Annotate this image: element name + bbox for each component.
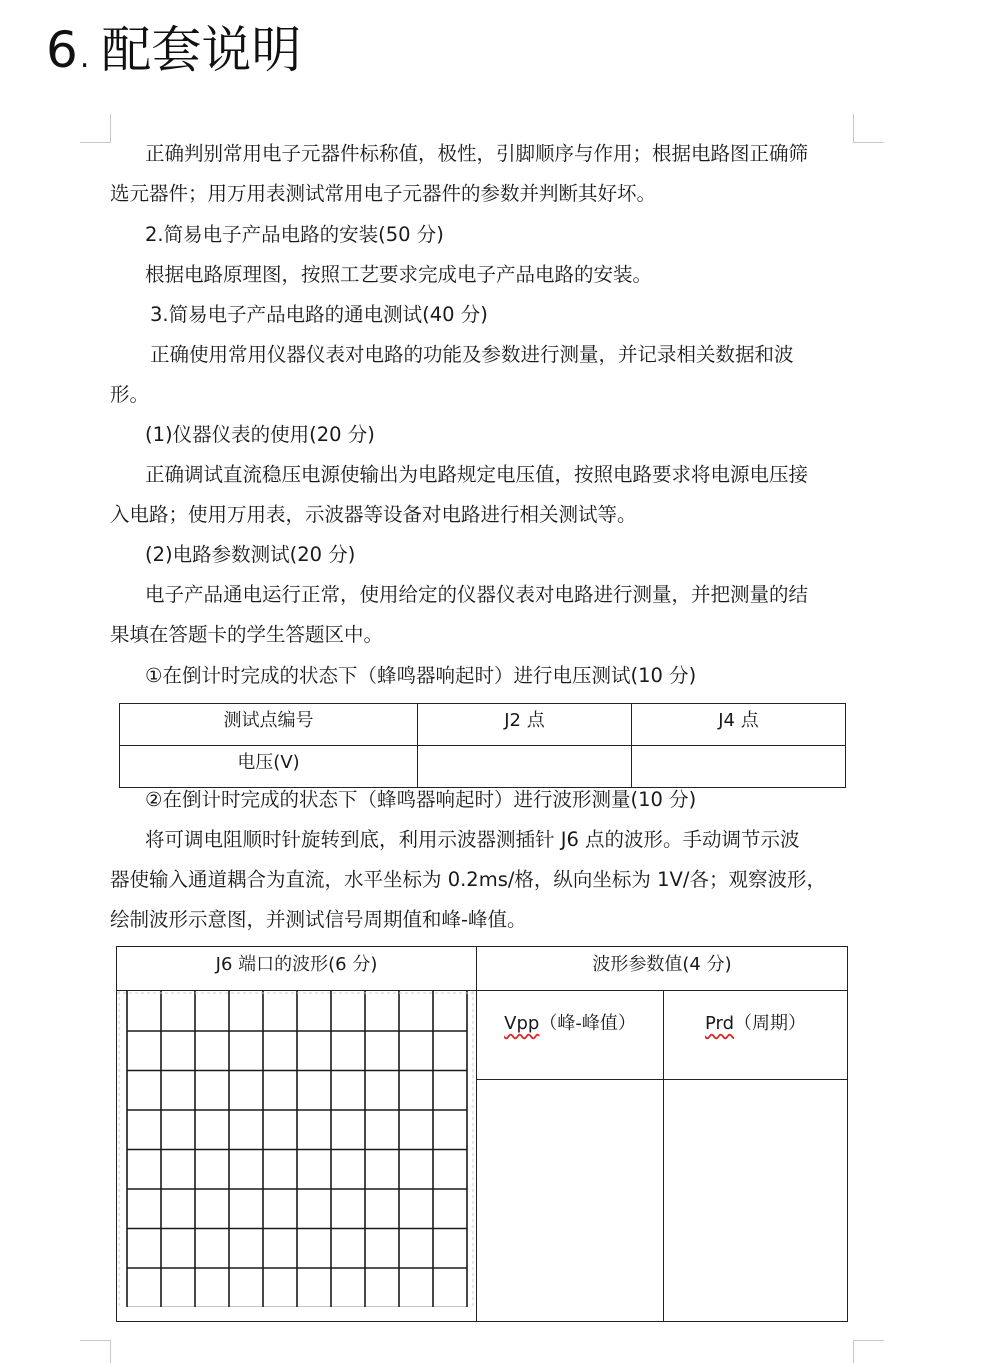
subsection-heading: (1)仪器仪表的使用(20 分) xyxy=(145,423,375,446)
table-row xyxy=(120,704,846,746)
waveform-grid-cell[interactable] xyxy=(117,991,477,1322)
subsection-heading: (2)电路参数测试(20 分) xyxy=(145,543,356,566)
voltage-test-table xyxy=(119,703,846,788)
task-heading: ①在倒计时完成的状态下（蜂鸣器响起时）进行电压测试(10 分) xyxy=(145,664,697,687)
j2-voltage-cell[interactable] xyxy=(418,746,632,788)
table-header-cell: 测试点编号 xyxy=(120,704,418,746)
table-header-cell: 波形参数值(4 分) xyxy=(477,947,848,991)
vpp-value-cell[interactable] xyxy=(477,1080,664,1322)
table-row xyxy=(117,947,848,991)
waveform-table xyxy=(116,946,848,1322)
section-heading xyxy=(46,20,301,88)
paragraph-line: 果填在答题卡的学生答题区中。 xyxy=(110,623,384,646)
paragraph-line: 选元器件；用万用表测试常用电子元器件的参数并判断其好坏。 xyxy=(110,182,657,205)
subsection-heading: 2.简易电子产品电路的安装(50 分) xyxy=(145,223,444,246)
page-corner-mark-bottom-right xyxy=(853,1340,884,1363)
vpp-suffix: （峰-峰值） xyxy=(539,1013,636,1034)
paragraph-line: 绘制波形示意图，并测试信号周期值和峰-峰值。 xyxy=(110,908,527,931)
prd-value-cell[interactable] xyxy=(664,1080,848,1322)
table-header-cell: J6 端口的波形(6 分) xyxy=(117,947,477,991)
j4-voltage-cell[interactable] xyxy=(632,746,846,788)
vpp-label: Vpp xyxy=(504,1013,540,1034)
prd-header-cell xyxy=(664,991,848,1080)
paragraph-line: 正确调试直流稳压电源使输出为电路规定电压值，按照电路要求将电源电压接 xyxy=(145,463,809,486)
table-header-cell: J4 点 xyxy=(632,704,846,746)
section-dot: . xyxy=(79,40,90,75)
prd-label: Prd xyxy=(704,1013,735,1034)
paragraph-line: 将可调电阻顺时针旋转到底，利用示波器测插针 J6 点的波形。手动调节示波 xyxy=(145,828,800,851)
vpp-header-cell xyxy=(477,991,664,1080)
oscilloscope-grid xyxy=(117,991,477,1307)
paragraph-line: 电子产品通电运行正常，使用给定的仪器仪表对电路进行测量，并把测量的结 xyxy=(145,583,809,606)
section-number: 6 xyxy=(46,21,78,79)
prd-suffix: （周期） xyxy=(734,1013,807,1034)
page-corner-mark-bottom-left xyxy=(80,1340,111,1363)
section-title: 配套说明 xyxy=(101,21,302,79)
table-header-cell: J2 点 xyxy=(418,704,632,746)
paragraph-line: 形。 xyxy=(110,383,150,406)
table-row xyxy=(120,746,846,788)
table-row xyxy=(117,991,848,1080)
page-corner-mark-top-right xyxy=(853,114,884,143)
paragraph-line: 正确使用常用仪器仪表对电路的功能及参数进行测量，并记录相关数据和波 xyxy=(150,343,794,366)
paragraph-line: 器使输入通道耦合为直流，水平坐标为 0.2ms/格，纵向坐标为 1V/各；观察波形， xyxy=(110,868,826,891)
table-row-label: 电压(V) xyxy=(120,746,418,788)
paragraph-line: 根据电路原理图，按照工艺要求完成电子产品电路的安装。 xyxy=(145,263,653,286)
task-heading: ②在倒计时完成的状态下（蜂鸣器响起时）进行波形测量(10 分) xyxy=(145,788,697,811)
page-corner-mark-top-left xyxy=(80,114,111,143)
paragraph-line: 正确判别常用电子元器件标称值，极性，引脚顺序与作用；根据电路图正确筛 xyxy=(145,142,809,165)
paragraph-line: 入电路；使用万用表，示波器等设备对电路进行相关测试等。 xyxy=(110,503,637,526)
subsection-heading: 3.简易电子产品电路的通电测试(40 分) xyxy=(150,303,488,326)
